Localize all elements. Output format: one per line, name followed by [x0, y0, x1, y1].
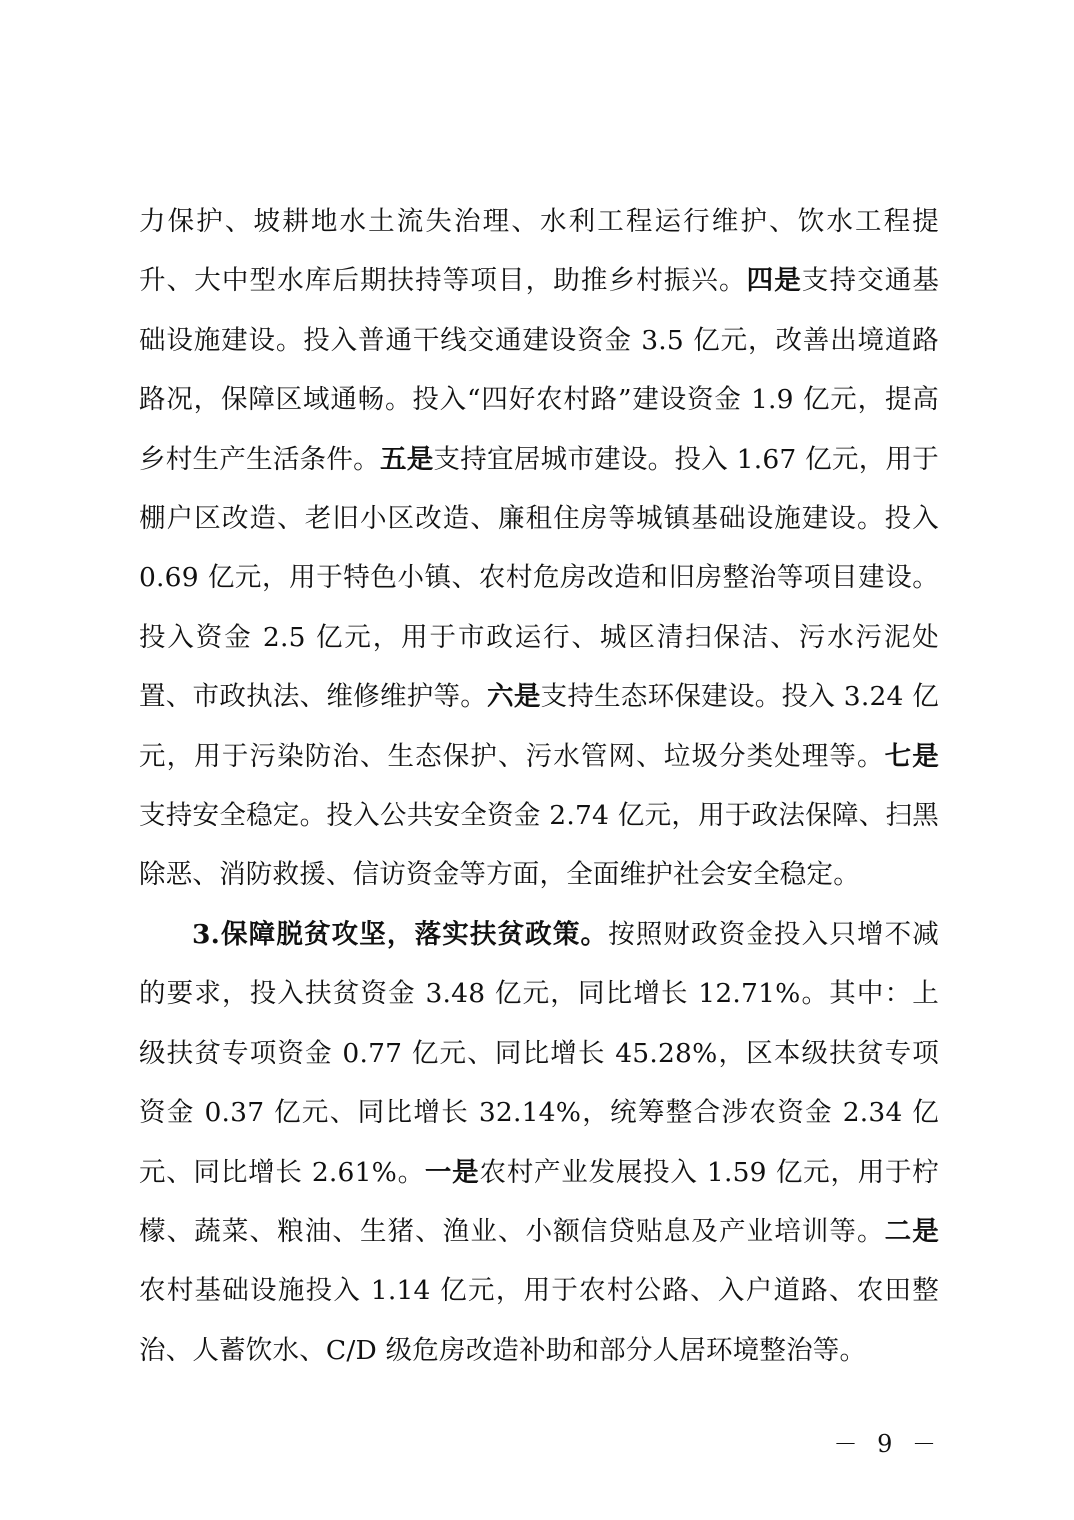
paragraph-text: 支持安全稳定。投入公共安全资金 2.74 亿元，用于政法保障、扫黑除恶、消防救援、信访资金等方面，全面维护社会安全稳定。 [139, 800, 939, 891]
paragraph-infrastructure [139, 192, 939, 905]
bold-marker: 七是 [884, 740, 939, 772]
bold-marker: 二是 [884, 1215, 939, 1247]
paragraph-text: 农村基础设施投入 1.14 亿元，用于农村公路、入户道路、农田整治、人蓄饮水、C/D 级危房改造补助和部分人居环境整治等。 [139, 1275, 939, 1366]
paragraph-text: 力保护、坡耕地水土流失治理、水利工程运行维护、饮水工程提升、大中型水库后期扶持等项目，助推乡村振兴。 [139, 206, 939, 297]
paragraph-text: 农村产业发展投入 1.59 亿元，用于柠檬、蔬菜、粮油、生猪、渔业、小额信贷贴息及产业培训等。 [139, 1156, 939, 1247]
bold-marker: 五是 [379, 443, 434, 475]
paragraph-poverty-alleviation [139, 905, 939, 1380]
page-number: － 9 － [833, 1430, 942, 1458]
paragraph-text: 支持宜居城市建设。投入 1.67 亿元，用于棚户区改造、老旧小区改造、廉租住房等城镇基础设施建设。投入 0.69 亿元，用于特色小镇、农村危房改造和旧房整治等项目建设。投入资金 2.5 亿元，用于市政运行、城区清扫保洁、污水污泥处置、市政执法、维修维护等。 [139, 443, 939, 713]
bold-marker: 四是 [746, 265, 802, 297]
bold-marker: 六是 [487, 681, 541, 713]
section-heading: 3.保障脱贫攻坚，落实扶贫政策。 [192, 918, 609, 950]
paragraph-text: 按照财政资金投入只增不减的要求，投入扶贫资金 3.48 亿元，同比增长 12.71%。其中：上级扶贫专项资金 0.77 亿元、同比增长 45.28%，区本级扶贫专项资金 0.37 亿元、同比增长 32.14%，统筹整合涉农资金 2.34 亿元、同比增长 2.61%。 [139, 918, 939, 1188]
paragraph-text: 支持交通基础设施建设。投入普通干线交通建设资金 3.5 亿元，改善出境道路路况，保障区域通畅。投入“四好农村路”建设资金 1.9 亿元，提高乡村生产生活条件。 [139, 265, 940, 475]
body-text [139, 192, 939, 1380]
paragraph-text: 支持生态环保建设。投入 3.24 亿元，用于污染防治、生态保护、污水管网、垃圾分类处理等。 [139, 681, 939, 772]
bold-marker: 一是 [424, 1156, 480, 1188]
